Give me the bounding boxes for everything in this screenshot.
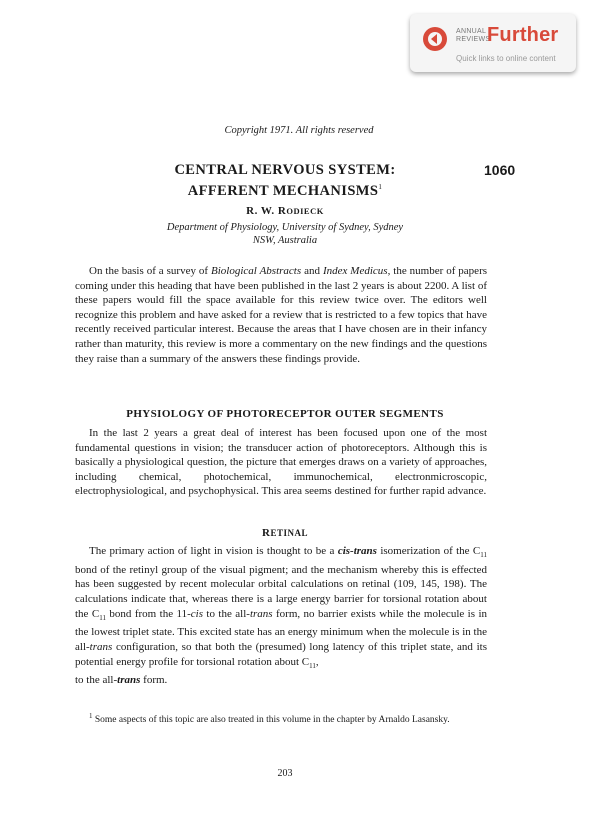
annual-reviews-further-badge[interactable] bbox=[410, 14, 576, 72]
s2-text-7: configuration, so that both the (presumed) long latency of this triplet state, and its potential energy profile for torsional rotation about C bbox=[75, 640, 487, 668]
section-heading-retinal bbox=[0, 527, 570, 539]
title-line-1: CENTRAL NERVOUS SYSTEM: bbox=[174, 162, 396, 178]
title-footnote-mark: 1 bbox=[378, 183, 383, 191]
copyright-notice: Copyright 1971. All rights reserved bbox=[224, 125, 374, 136]
s2-text-9: to the all- bbox=[75, 674, 118, 687]
footnote-paragraph bbox=[75, 710, 487, 727]
author-affiliation bbox=[0, 221, 570, 247]
s2-text-3: bond of the retinyl group of the visual pigment; and the mechanism whereby this is effected has been suggested by recent molecular orbital calculations on retinal (109, 145, 198). The calculations indicate that, whereas there is a large energy barrier for torsional rotation about the C bbox=[75, 563, 487, 620]
intro-italic-1: Biological Abstracts bbox=[211, 265, 302, 277]
title-line-2: AFFERENT MECHANISMS bbox=[187, 182, 379, 199]
intro-text-2: and bbox=[301, 265, 323, 277]
author-initials: R. W. bbox=[246, 205, 278, 217]
s2-text-5: to the all- bbox=[203, 607, 250, 620]
s2-italic-cis: cis bbox=[190, 607, 203, 620]
s2-text-1: The primary action of light in vision is thought to be a bbox=[89, 545, 338, 557]
page-number: 203 bbox=[277, 768, 293, 779]
footnote-mark: 1 bbox=[89, 712, 93, 720]
retinal-heading-rest: ETINAL bbox=[270, 528, 308, 538]
author-surname-rest: ODIECK bbox=[286, 206, 324, 216]
affiliation-line-1: Department of Physiology, University of Sydney, Sydney bbox=[166, 222, 404, 233]
intro-paragraph-block bbox=[75, 264, 487, 366]
page-id: 1060 bbox=[484, 162, 516, 178]
s2-italic-cis-trans: cis-trans bbox=[337, 545, 377, 557]
s2-sub-3: 11 bbox=[309, 661, 316, 670]
badge-publisher-name bbox=[456, 28, 490, 44]
author-surname-first: R bbox=[277, 205, 287, 217]
s2-text-2: isomerization of the C bbox=[376, 545, 481, 557]
badge-annual: ANNUAL bbox=[456, 28, 487, 35]
s2-italic-trans-2: trans bbox=[89, 640, 113, 653]
section2-paragraph bbox=[75, 544, 487, 673]
s2-italic-trans-3: trans bbox=[117, 674, 141, 687]
section2-paragraph-block bbox=[75, 544, 487, 688]
annual-reviews-logo-icon bbox=[422, 26, 448, 52]
intro-text-1: On the basis of a survey of bbox=[89, 265, 212, 277]
s2-italic-trans-1: trans bbox=[249, 607, 273, 620]
section-heading-photoreceptor: PHYSIOLOGY OF PHOTORECEPTOR OUTER SEGMENTS bbox=[126, 408, 444, 420]
badge-subtitle: Quick links to online content bbox=[456, 54, 556, 63]
section1-paragraph-block bbox=[75, 426, 487, 499]
badge-reviews: REVIEWS bbox=[456, 36, 491, 43]
intro-paragraph bbox=[75, 264, 487, 366]
intro-text-3: the number of papers coming under this heading that have been published in the last 2 years is about 2200. A list of these papers would fill the space available for this review twice over. The editors well recognize this problem and have asked for a review that is restricted to a few topics that have recently received particular interest. Because the areas that I have chosen are in their infancy rather than maturity, this review is more a commentary on the new findings and the questions they raise than a summary of the answers these findings provide. bbox=[75, 265, 488, 365]
section2-last-line bbox=[75, 673, 487, 688]
s2-text-6: form, no barrier exists while the molecule is in the lowest triplet state. This excited state has an energy minimum when the molecule is in the all- bbox=[75, 607, 488, 653]
s2-text-10: form. bbox=[140, 674, 168, 687]
section1-paragraph: In the last 2 years a great deal of interest has been focused upon one of the most fundamental questions in vision; the transducer action of photoreceptors. Although this is basically a physiological question, the picture that emerges draws on a variety of approaches, including chemical, photochemical, immunochemical, electronmicroscopic, electrophysiological, and psychophysical. This area seems destined for further rapid advance. bbox=[75, 427, 487, 498]
badge-further-label: Further bbox=[487, 24, 559, 46]
affiliation-line-2: NSW, Australia bbox=[252, 235, 318, 246]
author-name bbox=[0, 205, 570, 217]
s2-text-8: , bbox=[315, 655, 319, 668]
s2-text-4: bond from the 11- bbox=[105, 607, 191, 620]
s2-sub-1: 11 bbox=[480, 551, 488, 560]
footnote-text: Some aspects of this topic are also treated in this volume in the chapter by Arnaldo Lasansky. bbox=[92, 715, 450, 726]
s2-sub-2: 11 bbox=[99, 613, 106, 622]
footnote bbox=[75, 710, 487, 727]
retinal-heading-initial: R bbox=[262, 527, 271, 539]
intro-italic-2: Index Medicus, bbox=[322, 265, 391, 277]
